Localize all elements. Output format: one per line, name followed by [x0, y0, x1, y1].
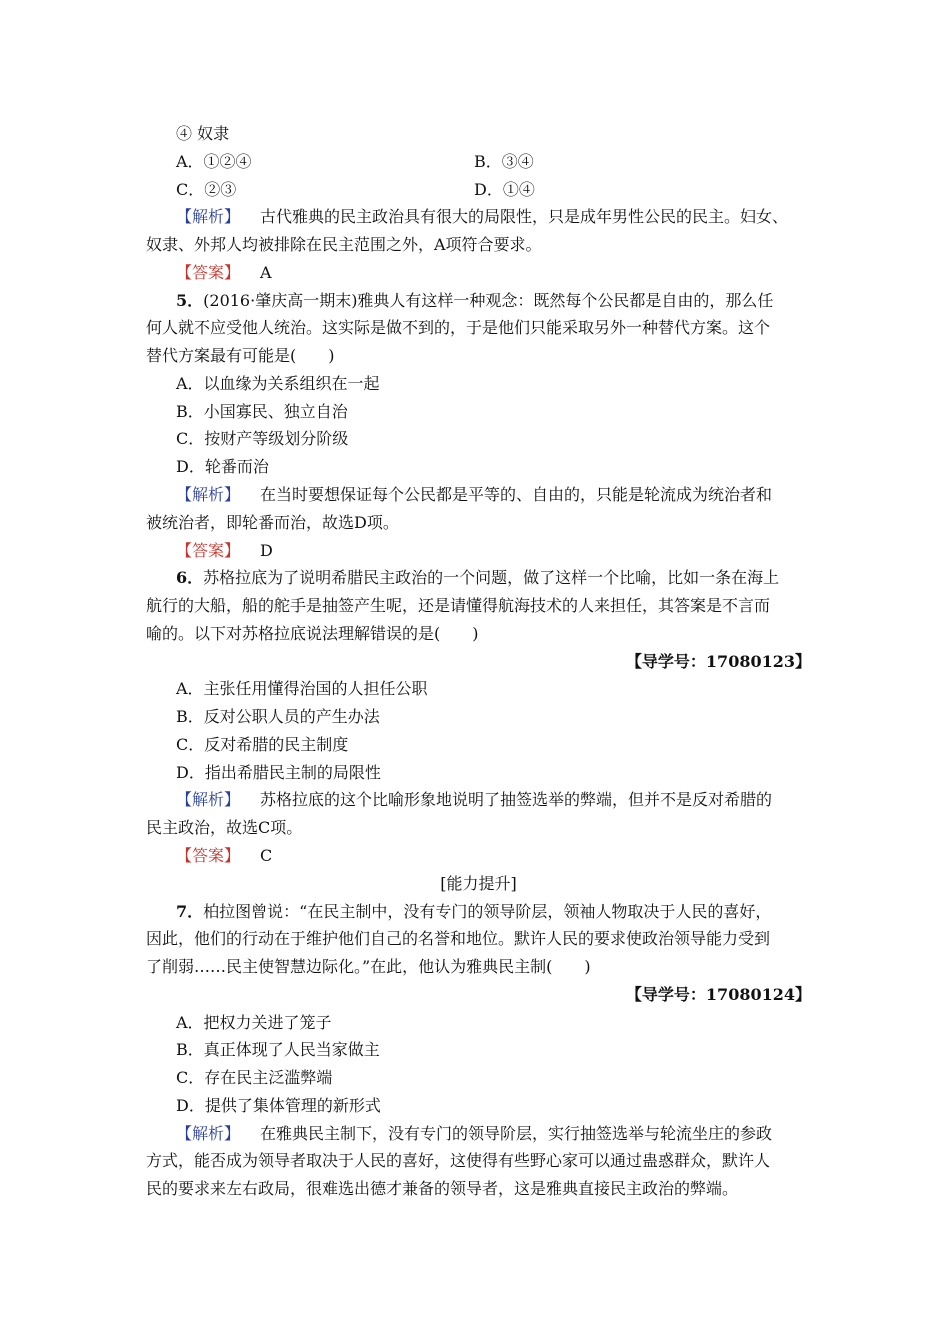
q7-stem-text-1: 柏拉图曾说：“在民主制中，没有专门的领导阶层，领袖人物取决于人民的喜好， [203, 902, 772, 921]
q5-choice-c: C．按财产等级划分阶级 [176, 429, 349, 448]
q5-stem-text-1: (2016·肇庆高一期末)雅典人有这样一种观念：既然每个公民都是自由的，那么任 [203, 291, 774, 310]
answer-tag: 【答案】 [176, 263, 241, 282]
q7-analysis-line-3: 民的要求来左右政局，很难选出德才兼备的领导者，这是雅典直接民主政治的弊端。 [146, 1179, 739, 1198]
answer-tag: 【答案】 [176, 846, 241, 865]
q6-answer: C [260, 846, 273, 865]
q6-stem-line-3: 喻的。以下对苏格拉底说法理解错误的是( ) [146, 624, 479, 643]
q7-choice-c: C．存在民主泛滥弊端 [176, 1068, 333, 1087]
analysis-tag: 【解析】 [176, 790, 241, 809]
q4-choice-c: C．②③ [176, 180, 237, 199]
q4-choice-b: B．③④ [474, 152, 534, 171]
q6-choice-b: B．反对公职人员的产生办法 [176, 707, 380, 726]
q5-stem-line-1 [176, 291, 841, 311]
q7-choice-b: B．真正体现了人民当家做主 [176, 1040, 380, 1059]
q6-choice-c: C．反对希腊的民主制度 [176, 735, 349, 754]
q5-choice-a: A．以血缘为关系组织在一起 [176, 374, 380, 393]
analysis-tag: 【解析】 [176, 1124, 241, 1143]
q5-answer-line [176, 541, 841, 561]
q5-analysis-line-1 [176, 485, 841, 505]
q7-choice-d: D．提供了集体管理的新形式 [176, 1096, 381, 1115]
q7-stem-line-3: 了削弱……民主使智慧边际化。”在此，他认为雅典民主制( ) [146, 957, 591, 976]
q4-analysis-line-2: 奴隶、外邦人均被排除在民主范围之外，A项符合要求。 [146, 235, 542, 254]
q7-analysis-line-2: 方式，能否成为领导者取决于人民的喜好，这使得有些野心家可以通过蛊惑群众，默许人 [146, 1151, 771, 1170]
q7-guide-number: 【导学号：17080124】 [625, 985, 811, 1004]
q6-analysis-text-1: 苏格拉底的这个比喻形象地说明了抽签选举的弊端，但并不是反对希腊的 [260, 790, 773, 809]
q4-analysis-line-1 [176, 207, 841, 227]
q4-answer: A [260, 263, 272, 282]
q6-stem-line-1 [176, 568, 841, 588]
answer-tag: 【答案】 [176, 541, 241, 560]
analysis-tag: 【解析】 [176, 485, 241, 504]
q5-stem-line-3: 替代方案最有可能是( ) [146, 346, 335, 365]
q7-stem-line-2: 因此，他们的行动在于维护他们自己的名誉和地位。默许人民的要求使政治领导能力受到 [146, 929, 771, 948]
q5-choice-d: D．轮番而治 [176, 457, 269, 476]
q5-choice-b: B．小国寡民、独立自治 [176, 402, 348, 421]
q4-answer-line [176, 263, 841, 283]
q6-choice-a: A．主张任用懂得治国的人担任公职 [176, 679, 428, 698]
section-title: [能力提升] [440, 874, 517, 893]
q7-analysis-text-1: 在雅典民主制下，没有专门的领导阶层，实行抽签选举与轮流坐庄的参政 [260, 1124, 773, 1143]
q6-choice-d: D．指出希腊民主制的局限性 [176, 763, 381, 782]
q4-option-4: ④ 奴隶 [176, 124, 230, 143]
q6-number: 6． [176, 568, 204, 587]
q7-stem-line-1 [176, 902, 841, 922]
q5-analysis-line-2: 被统治者，即轮番而治，故选D项。 [146, 513, 399, 532]
q6-answer-line [176, 846, 841, 866]
q7-analysis-line-1 [176, 1124, 841, 1144]
q5-number: 5． [176, 291, 204, 310]
q5-analysis-text-1: 在当时要想保证每个公民都是平等的、自由的，只能是轮流成为统治者和 [260, 485, 773, 504]
q5-answer: D [260, 541, 273, 560]
q7-choice-a: A．把权力关进了笼子 [176, 1013, 332, 1032]
q6-guide-number: 【导学号：17080123】 [625, 652, 811, 671]
q5-stem-line-2: 何人就不应受他人统治。这实际是做不到的，于是他们只能采取另外一种替代方案。这个 [146, 318, 771, 337]
q6-stem-line-2: 航行的大船，船的舵手是抽签产生呢，还是请懂得航海技术的人来担任，其答案是不言而 [146, 596, 771, 615]
q7-number: 7． [176, 902, 204, 921]
q6-analysis-line-1 [176, 790, 841, 810]
analysis-tag: 【解析】 [176, 207, 241, 226]
q6-analysis-line-2: 民主政治，故选C项。 [146, 818, 303, 837]
q4-choice-a: A．①②④ [176, 152, 252, 171]
q4-analysis-text-1: 古代雅典的民主政治具有很大的局限性，只是成年男性公民的民主。妇女、 [260, 207, 789, 226]
q4-choice-d: D．①④ [474, 180, 535, 199]
q6-stem-text-1: 苏格拉底为了说明希腊民主政治的一个问题，做了这样一个比喻，比如一条在海上 [203, 568, 780, 587]
